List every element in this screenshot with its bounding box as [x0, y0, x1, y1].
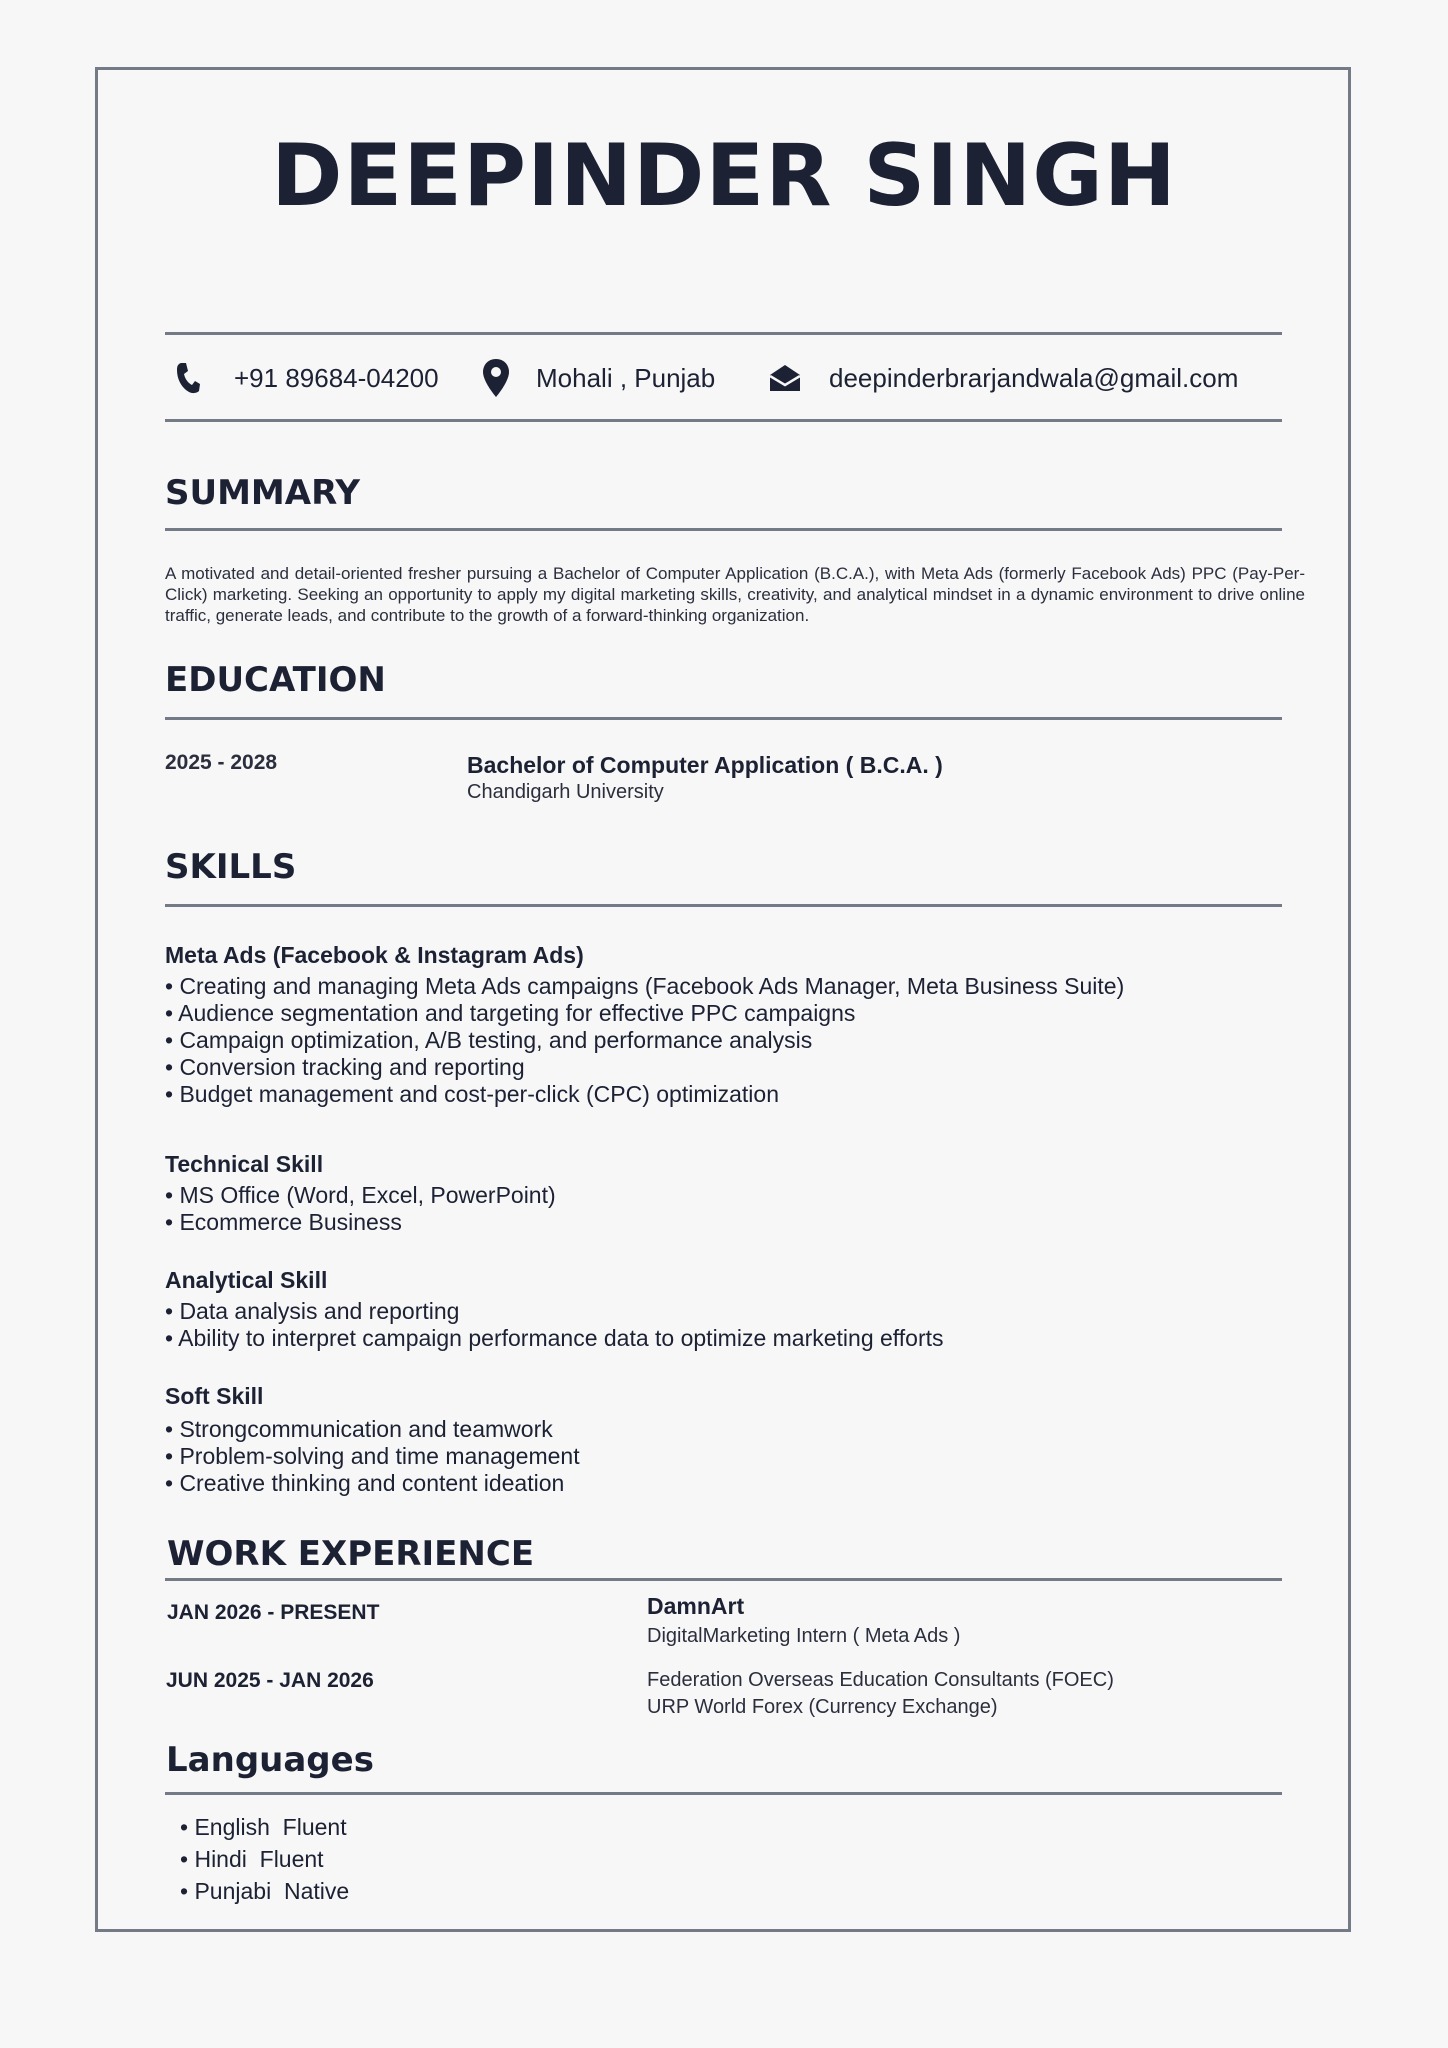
language-item: • Hindi Fluent	[180, 1846, 324, 1872]
candidate-name: DEEPINDER SINGH	[271, 126, 1177, 226]
divider	[165, 528, 1282, 531]
education-degree: Bachelor of Computer Application ( B.C.A. )	[467, 752, 943, 778]
contact-location	[478, 356, 715, 400]
languages-list	[180, 1811, 349, 1907]
skill-group-title: Analytical Skill	[165, 1267, 328, 1293]
languages-heading: Languages	[166, 1740, 374, 1780]
work-role: DigitalMarketing Intern ( Meta Ads )	[647, 1625, 961, 1647]
skills-heading: SKILLS	[165, 847, 297, 887]
skill-group-soft	[165, 1381, 580, 1497]
skill-item: • Budget management and cost-per-click (CPC) optimization	[165, 1081, 779, 1107]
divider	[165, 904, 1282, 907]
language-item: • Punjabi Native	[180, 1878, 350, 1904]
skill-item: • Problem-solving and time management	[165, 1443, 580, 1469]
education-years: 2025 - 2028	[165, 751, 278, 774]
summary-heading: SUMMARY	[165, 473, 361, 513]
work-company: DamnArt	[647, 1593, 745, 1619]
language-text: English Fluent	[194, 1814, 347, 1840]
divider	[165, 717, 1282, 720]
work-date: JAN 2026 - PRESENT	[167, 1601, 380, 1624]
skill-item: • Audience segmentation and targeting for effective PPC campaigns	[165, 1000, 856, 1026]
work-date: JUN 2025 - JAN 2026	[166, 1669, 374, 1692]
skill-item: • Strongcommunication and teamwork	[165, 1416, 553, 1442]
contact-email	[767, 356, 1238, 400]
email-envelope-icon	[767, 358, 803, 398]
skill-group-meta-ads	[165, 940, 1124, 1108]
education-school: Chandigarh University	[467, 781, 664, 803]
divider	[165, 332, 1282, 335]
skill-group-analytical	[165, 1265, 944, 1352]
phone-icon	[170, 358, 206, 398]
skill-item: • MS Office (Word, Excel, PowerPoint)	[165, 1182, 556, 1208]
divider	[165, 419, 1282, 422]
skill-item: • Conversion tracking and reporting	[165, 1054, 525, 1080]
skill-group-title: Technical Skill	[165, 1151, 324, 1177]
summary-text: A motivated and detail-oriented fresher pursuing a Bachelor of Computer Application (B.C.A.), with Meta Ads (formerly Facebook Ads) PPC (Pay-Per-Click) marketing. Seeking an opportunity to apply my digital marketing skills, creativity, and analytical mindset in a dynamic environment to drive online traffic, generate leads, and contribute to the growth of a forward-thinking organization.	[165, 564, 1305, 625]
skill-item: • Data analysis and reporting	[165, 1298, 460, 1324]
education-heading: EDUCATION	[165, 660, 386, 700]
skill-item: • Campaign optimization, A/B testing, and performance analysis	[165, 1027, 813, 1053]
work-company: Federation Overseas Education Consultants (FOEC)	[647, 1669, 1114, 1691]
skill-group-title: Meta Ads (Facebook & Instagram Ads)	[165, 942, 584, 968]
phone-text: +91 89684-04200	[234, 362, 439, 393]
location-text: Mohali , Punjab	[536, 362, 716, 393]
skill-group-title: Soft Skill	[165, 1383, 264, 1409]
skill-item: • Ability to interpret campaign performance data to optimize marketing efforts	[165, 1325, 944, 1351]
language-item: • English Fluent	[180, 1814, 347, 1840]
location-pin-icon	[478, 358, 514, 398]
skill-item: • Creating and managing Meta Ads campaigns (Facebook Ads Manager, Meta Business Suite)	[165, 973, 1125, 999]
skill-group-technical	[165, 1149, 556, 1236]
work-company: URP World Forex (Currency Exchange)	[647, 1696, 998, 1718]
divider	[165, 1578, 1282, 1581]
language-text: Punjabi Native	[194, 1878, 350, 1904]
contact-phone	[170, 356, 439, 400]
skill-item: • Creative thinking and content ideation	[165, 1470, 565, 1496]
divider	[165, 1792, 1282, 1795]
skill-item: • Ecommerce Business	[165, 1209, 402, 1235]
email-text: deepinderbrarjandwala@gmail.com	[829, 362, 1239, 393]
work-experience-heading: WORK EXPERIENCE	[167, 1534, 535, 1574]
language-text: Hindi Fluent	[194, 1846, 324, 1872]
